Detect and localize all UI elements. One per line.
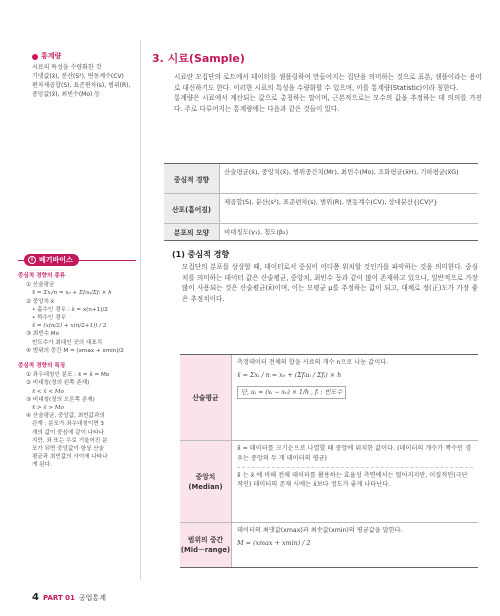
tip-formula: x̄ = Σxᵢ/n = x₀ + Σfᵢuᵢ/Σfᵢ × h <box>32 290 112 297</box>
table-row <box>180 355 478 441</box>
mean-description: 측정데이터 전체의 합을 시료의 개수 n으로 나눈 값이다. <box>237 359 389 366</box>
bullet-icon <box>32 54 38 60</box>
subsection-title: (1) 중심적 경향 <box>172 250 230 259</box>
midrange-description: 데이터의 최댓값(xmax)과 최솟값(xmin)의 평균값을 말한다. <box>237 527 403 534</box>
table-row <box>180 441 478 523</box>
statistics-table <box>164 163 478 241</box>
tip-formula: x̄ > x̃ > Mo <box>32 405 64 412</box>
page-number: 4 <box>32 592 39 603</box>
term-title: 통계량 <box>41 52 62 60</box>
mean-formula: x̄ = Σxᵢ / n = x₀ + (Σfᵢuᵢ / Σfᵢ) × h <box>237 370 342 379</box>
table-value <box>232 355 478 440</box>
main-content <box>152 50 482 114</box>
tip-line: 빈도수가 최대인 곳의 대표치 <box>32 339 103 346</box>
chapter-label: 공업통계 <box>78 593 106 602</box>
table-value: 제곱합(S), 분산(s²), 표준편차(s), 범위(R), 변동계수(CV), 상대분산{(CV)²} <box>224 198 438 206</box>
tip-line: • 홀수인 경우 : x̃ = x(n+1)/2 <box>32 306 108 313</box>
tip-badge <box>24 254 79 266</box>
term-line: 시료의 특성을 수량화한 것 <box>32 64 102 71</box>
tip-line: 게 된다. <box>32 462 52 469</box>
tip-line: ① 산술평균 <box>26 282 55 289</box>
mean-label: 산술평균 <box>192 393 219 402</box>
tip-line: ② 중앙치 x̃ <box>26 298 55 305</box>
page-footer <box>32 592 106 603</box>
term-heading <box>32 52 136 61</box>
table-value <box>232 441 478 522</box>
table-row <box>180 523 478 567</box>
mean-note: 단, uᵢ = (xᵢ − x₀) × 1/h , fᵢ : 빈도수 <box>237 386 346 400</box>
table-row <box>164 224 478 240</box>
term-line: 기댓값(x̄), 분산(S²), 변동계수(CV) <box>32 73 124 80</box>
intro-paragraph: 시료란 모집단의 로트에서 데이터를 샘플링하여 만들어지는 집단을 의미하는 것으로 표본, 샘플이라는 용어로 대신하기도 한다. 이러한 시료의 특성을 수량화할 수 있으며, 이를 통계량(Statistic)이라 칭한다. <box>174 73 482 92</box>
tip-line: 개의 값이 중심에 같이 나타나 <box>32 429 104 436</box>
tip-line: 평균과 최빈값의 사이에 나타나 <box>32 454 108 461</box>
tip-line: ① 좌우대칭인 분포 : x̄ = x̃ = Mo <box>26 372 110 379</box>
term-box <box>32 52 136 99</box>
midrange-label-en: (Mid－range) <box>180 546 231 554</box>
table-key <box>180 355 232 440</box>
table-key: 분포의 모양 <box>164 224 220 240</box>
table-key <box>180 523 232 567</box>
tip-line: 지만, 좌 또는 우로 기울어진 분 <box>32 437 108 444</box>
midrange-label: 범위의 중간 <box>187 536 224 544</box>
tip-line: ④ 범위의 중간 M = (xmax + xmin)/2 <box>26 347 124 354</box>
tip-line: • 짝수인 경우 <box>32 315 66 322</box>
tip-formula: x̄ < x̃ < Mo <box>32 388 64 395</box>
term-line: 중앙값(x̃), 최빈수(Mo) 등 <box>32 91 101 98</box>
term-line: 편차제곱합(S), 표준편차(s), 범위(R), <box>32 82 131 89</box>
central-tendency-table <box>180 354 478 568</box>
median-label: 중앙치 <box>195 472 216 481</box>
table-value <box>232 523 478 567</box>
tip-box <box>18 254 136 470</box>
tip-formula: x̃ = (x(n/2) + x(n/2+1)) / 2 <box>32 323 107 330</box>
median-description-2: x̃ 는 x̄ 에 비해 전체 데이터를 활용하는 효율성 측면에서는 떨어지지만, 이질적인(극단적인) 데이터의 존재 시에는 x̄보다 정도가 좋게 나타난다. <box>237 471 468 489</box>
table-value: 비대칭도(γ₁), 첨도(β₂) <box>224 228 289 236</box>
tip-title: 베기바이스 <box>39 256 73 264</box>
sidebar-divider <box>140 40 141 580</box>
tip-section-heading: 중심적 경향의 종류 <box>18 273 66 279</box>
tip-line: ② 비대칭(정의 왼쪽 존재) <box>26 380 90 387</box>
table-key <box>180 441 232 522</box>
subsection-paragraph: 모집단의 분포를 상상할 때, 데이터로서 중심이 어디쯤 위치할 것인가를 파악하는 것을 의미한다. 중심치를 의미하는 데이터 값은 산술평균, 중앙치, 최빈수 등과 같이 많이 존재하고 있으나, 일반적으로 가장 많이 사용되는 것은 산술평균(x̄)이며, 이는 모평균 μ를 추정하는 값이 되고, 대체로 정(正)도가 가장 좋은 추정치이다. <box>182 263 478 303</box>
median-label-en: (Median) <box>188 482 223 491</box>
tip-line: ③ 최빈수 Mo <box>26 331 60 338</box>
tip-line: 관계 : 분포가 좌우대칭이면 3 <box>32 421 104 428</box>
table-value: 산술평균(x̄), 중앙치(x̃), 범위중간치(Mr), 최빈수(Mo), 조화평균(x̄H), 기하평균(x̄G) <box>224 168 459 176</box>
tip-line: ③ 비대칭(정의 오른쪽 존재) <box>26 396 95 403</box>
table-key: 중심적 경향 <box>164 164 220 193</box>
tip-header <box>18 254 136 268</box>
tip-section-heading: 중심적 경향의 특징 <box>18 363 66 370</box>
median-description: x̃ = 데이터를 크기순으로 나열할 때 중앙에 위치한 값이다. (데이터의 개수가 짝수인 경우는 중앙의 두 개 데이터의 평균) <box>237 445 472 462</box>
tip-line: 포가 되면 중앙값이 항상 산술 <box>32 446 104 453</box>
info-icon: i <box>28 256 36 264</box>
tip-line: ④ 산술평균, 중앙값, 최빈값과의 <box>26 413 105 420</box>
section-title: 3. 시료(Sample) <box>152 52 245 65</box>
part-label: PART 01 <box>42 593 75 602</box>
midrange-formula: M = (xmax + xmin) / 2 <box>237 538 311 547</box>
intro-paragraph-2: 통계량은 시료에서 계산되는 값으로 총칭하는 말이며, 근본적으로는 모수의 값을 추정하는 데 의의를 가진다. 주로 다루어지는 통계량에는 다음과 같은 것들이 있다. <box>174 94 482 113</box>
table-key: 산포(흩어짐) <box>164 194 220 223</box>
table-row <box>164 194 478 224</box>
table-row <box>164 164 478 194</box>
